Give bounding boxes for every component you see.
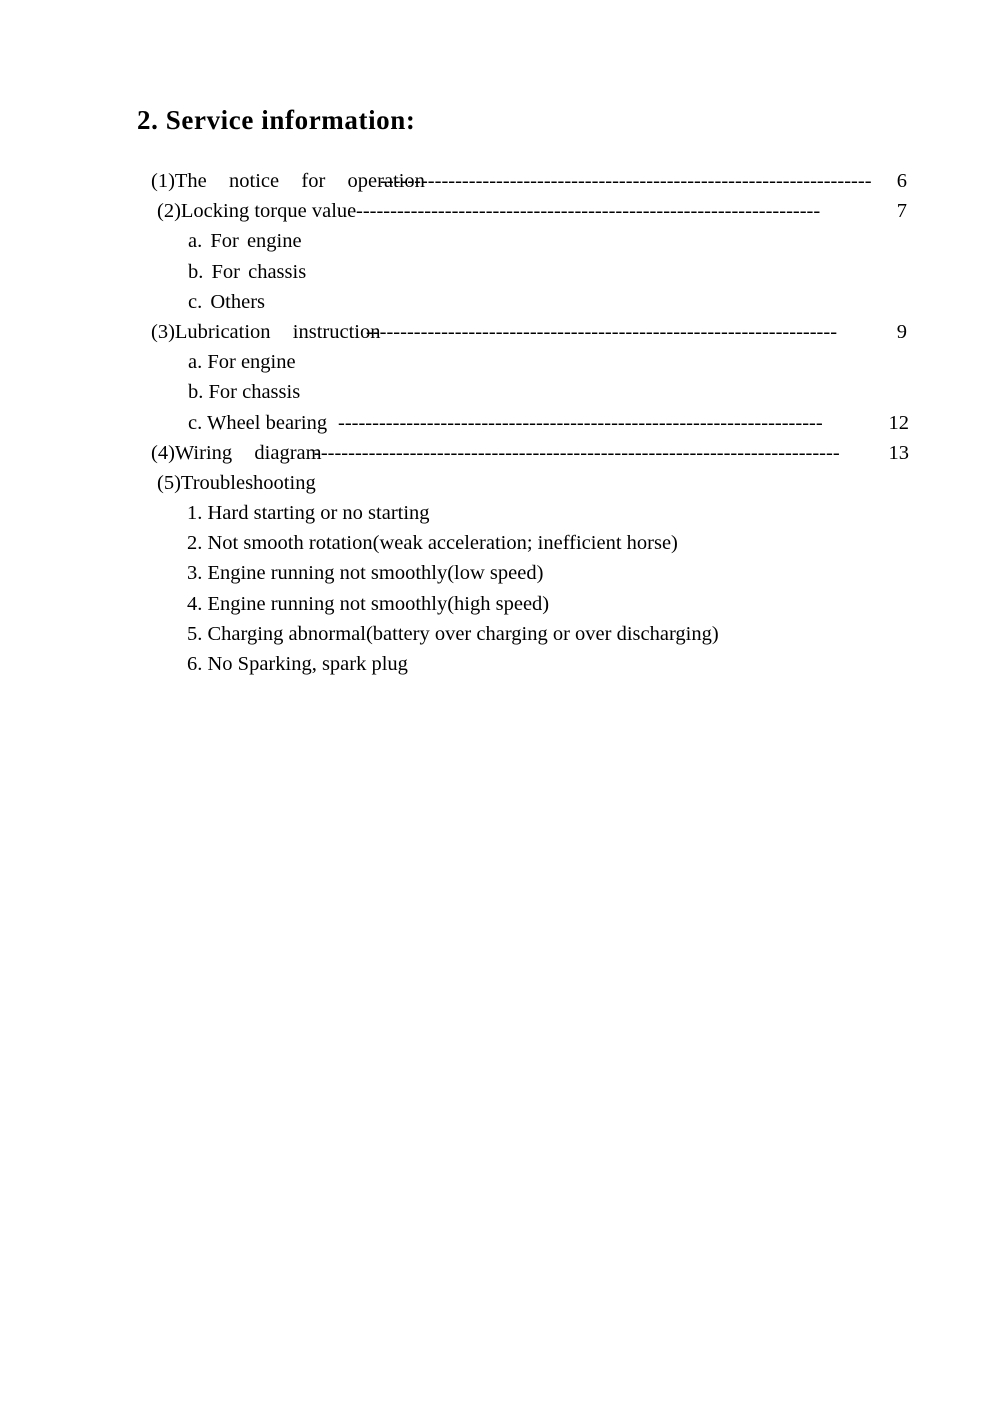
toc-entry-label: c. Others (188, 290, 266, 313)
toc-entry[interactable] (0, 317, 1000, 347)
toc-page-number: 13 (888, 441, 909, 464)
toc-entry-label: c. Wheel bearing (188, 411, 333, 434)
toc-entry-label: (1)The notice for operation (151, 170, 425, 192)
toc-entry-label: 5. Charging abnormal(battery over charging or over discharging) (187, 622, 719, 645)
toc-entry[interactable] (0, 287, 1000, 317)
toc-leader-dashes: -------------------------------------------------------------------- (356, 200, 821, 223)
toc-entry[interactable] (0, 498, 1000, 528)
toc-entry-label: 3. Engine running not smoothly(low speed) (187, 562, 544, 585)
toc-entry-label: a. For engine (188, 230, 302, 253)
toc-page-number: 6 (896, 170, 907, 192)
toc-entry-label: (2)Locking torque value (157, 200, 357, 223)
toc-entry-label: b. For chassis (188, 260, 307, 283)
toc-entry-label: 1. Hard starting or no starting (187, 502, 430, 525)
toc-entry[interactable] (0, 408, 1000, 438)
toc-leader-dashes: ----------------------------------------------------------------------- (338, 411, 823, 434)
toc-entry[interactable] (0, 589, 1000, 619)
toc-entry[interactable] (0, 438, 1000, 468)
table-of-contents (0, 166, 1000, 679)
toc-entry[interactable] (0, 649, 1000, 679)
toc-page-number: 9 (896, 320, 907, 343)
toc-page-number: 7 (896, 200, 907, 223)
toc-entry-label: b. For chassis (188, 381, 301, 404)
toc-entry[interactable] (0, 166, 1000, 196)
toc-leader-dashes: ------------------------------------------------------------------------ (380, 170, 872, 192)
toc-entry[interactable] (0, 196, 1000, 226)
toc-entry-label: (3)Lubrication instruction (151, 320, 381, 343)
toc-entry[interactable] (0, 619, 1000, 649)
toc-entry[interactable] (0, 377, 1000, 407)
toc-entry[interactable] (0, 257, 1000, 287)
toc-entry[interactable] (0, 468, 1000, 498)
toc-leader-dashes: --------------------------------------------------------------------- (366, 320, 838, 343)
toc-entry-label: (4)Wiring diagram (151, 441, 322, 464)
page-title: 2. Service information: (137, 105, 416, 136)
toc-entry-label: 4. Engine running not smoothly(high speed) (187, 592, 550, 615)
toc-entry[interactable] (0, 558, 1000, 588)
toc-entry[interactable] (0, 226, 1000, 256)
toc-entry[interactable] (0, 347, 1000, 377)
toc-page-number: 12 (888, 411, 909, 434)
toc-entry[interactable] (0, 528, 1000, 558)
toc-entry-label: a. For engine (188, 351, 296, 374)
toc-entry-label: (5)Troubleshooting (157, 471, 316, 494)
toc-leader-dashes: ----------------------------------------------------------------------------- (314, 441, 840, 464)
toc-entry-label: 6. No Sparking, spark plug (187, 653, 408, 675)
toc-entry-label: 2. Not smooth rotation(weak acceleration; inefficient horse) (187, 532, 678, 555)
